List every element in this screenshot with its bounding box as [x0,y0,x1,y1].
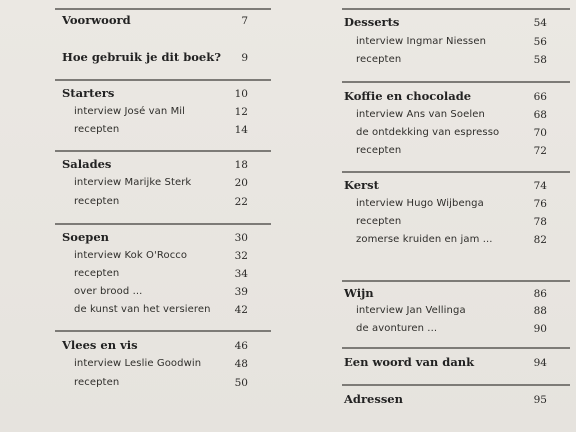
divider [342,384,570,386]
page-number: 9 [241,52,248,64]
toc-item[interactable]: de avonturen ... [356,323,438,334]
toc-heading-koffie-en-chocolade[interactable]: Koffie en chocolade [344,89,472,103]
toc-heading-een-woord-van-dank[interactable]: Een woord van dank [344,355,475,369]
page-number: 42 [234,304,248,316]
page-number: 22 [234,196,248,208]
toc-item[interactable]: de kunst van het versieren [74,304,211,315]
page-number: 54 [533,17,547,29]
toc-item[interactable]: interview Ingmar Niessen [356,36,487,47]
page-number: 86 [533,288,547,300]
page-number: 30 [234,232,248,244]
toc-item[interactable]: zomerse kruiden en jam ... [356,234,493,245]
page-number: 74 [533,180,547,192]
page-number: 95 [533,394,547,406]
divider [342,347,570,349]
page-number: 56 [533,36,547,48]
divider [55,8,271,10]
toc-item[interactable]: recepten [356,145,402,156]
page-number: 32 [234,250,248,262]
page-number: 90 [533,323,547,335]
divider [55,150,271,152]
divider [55,330,271,332]
toc-item[interactable]: recepten [74,377,120,388]
toc-item[interactable]: recepten [356,54,402,65]
toc-item[interactable]: interview Hugo Wijbenga [356,198,484,209]
page-number: 48 [234,358,248,370]
page-number: 14 [234,124,248,136]
toc-item[interactable]: interview Kok O'Rocco [74,250,188,261]
toc-item[interactable]: interview Ans van Soelen [356,109,485,120]
page-number: 20 [234,177,248,189]
toc-item[interactable]: over brood ... [74,286,143,297]
divider [55,79,271,81]
page-number: 88 [533,305,547,317]
page-number: 50 [234,377,248,389]
toc-heading-wijn[interactable]: Wijn [344,286,374,300]
page-number: 68 [533,109,547,121]
page-number: 7 [241,15,248,27]
page-number: 70 [533,127,547,139]
page-number: 78 [533,216,547,228]
toc-heading-starters[interactable]: Starters [62,86,115,100]
toc-item[interactable]: recepten [74,124,120,135]
toc-item[interactable]: recepten [74,196,120,207]
toc-item[interactable]: interview Leslie Goodwin [74,358,202,369]
page-number: 76 [533,198,547,210]
toc-item[interactable]: recepten [74,268,120,279]
divider [342,8,570,10]
toc-item[interactable]: interview Marijke Sterk [74,177,192,188]
toc-heading-soepen[interactable]: Soepen [62,230,110,244]
toc-heading-voorwoord[interactable]: Voorwoord [62,13,131,27]
toc-item[interactable]: de ontdekking van espresso [356,127,500,138]
page-number: 66 [533,91,547,103]
toc-heading-vlees-en-vis[interactable]: Vlees en vis [62,338,138,352]
page-number: 39 [234,286,248,298]
divider [342,81,570,83]
toc-item[interactable]: interview Jan Vellinga [356,305,466,316]
toc-heading-kerst[interactable]: Kerst [344,178,379,192]
toc-item[interactable]: interview José van Mil [74,106,186,117]
page-number: 46 [234,340,248,352]
page-number: 58 [533,54,547,66]
page-number: 34 [234,268,248,280]
divider [55,223,271,225]
page-number: 10 [234,88,248,100]
toc-heading-desserts[interactable]: Desserts [344,15,400,29]
page-number: 12 [234,106,248,118]
page-number: 72 [533,145,547,157]
toc-heading-adressen[interactable]: Adressen [344,392,403,406]
divider [342,280,570,282]
page-number: 82 [533,234,547,246]
page-number: 18 [234,159,248,171]
toc-item[interactable]: recepten [356,216,402,227]
divider [342,171,570,173]
toc-heading-salades[interactable]: Salades [62,157,112,171]
page-number: 94 [533,357,547,369]
toc-heading-hoe-gebruik[interactable]: Hoe gebruik je dit boek? [62,50,221,64]
